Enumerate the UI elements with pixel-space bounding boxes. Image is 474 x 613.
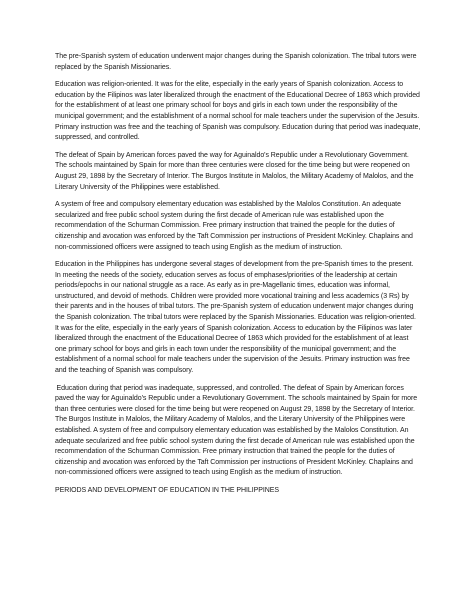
paragraph-religion-oriented: Education was religion-oriented. It was for the elite, especially in the early years of Spanish colonization. Access to education by the Filipinos was later liberalized through the enactment of the Educational Decree of 1863 which provided for the establishment of at least one primary school for boys and girls in each town under the responsibility of the municipal government; and the establishment of a normal school for male teachers under the supervision of the Jesuits. Primary instruction was free and the teaching of Spanish was compulsory. Education during that period was inadequate, suppressed, and controlled. bbox=[55, 81, 421, 142]
section-heading: PERIODS AND DEVELOPMENT OF EDUCATION IN THE PHILIPPINES bbox=[55, 486, 280, 494]
paragraph-free-compulsory: A system of free and compulsory elementary education was established by the Malolos Constitution. An adequate secularized and free public school system during the first decade of American rule was established upon the recommendation of the Schurman Commission. Free primary instruction that trained the people for the duties of citizenship and avocation was enforced by the Taft Commission per instructions of President McKinley. Chaplains and non-commissioned officers were assigned to teach using English as the medium of instruction. bbox=[55, 201, 413, 251]
paragraph-inadequate-period: Education during that period was inadequate, suppressed, and controlled. The defeat of Spain by American forces paved the way for Aguinaldo's Republic under a Revolutionary Government. The schools maintained by Spain for more than three centuries were closed for the time being but were reopened on August 29, 1898 by the Secretary of Interior. The Burgos Institute in Malolos, the Military Academy of Malolos, and the Literary University of the Philippines were established. A system of free and compulsory elementary education was established by the Malolos Constitution. An adequate secularized and free public school system during the first decade of American rule was established upon the recommendation of the Schurman Commission. Free primary instruction that trained the people for the duties of citizenship and avocation was enforced by the Taft Commission per instructions of President McKinley. Chaplains and non-commissioned officers were assigned to teach using English as the medium of instruction. bbox=[55, 384, 418, 477]
paragraph-spanish-intro: The pre-Spanish system of education underwent major changes during the Spanish colonization. The tribal tutors were replaced by the Spanish Missionaries. bbox=[55, 53, 417, 71]
paragraph-stages-of-development: Education in the Philippines has undergone several stages of development from the pre-Spanish times to the present. In meeting the needs of the society, education serves as focus of emphases/priorities of the leadership at certain periods/epochs in our national struggle as a race. As early as in pre-Magellanic times, education was informal, unstructured, and devoid of methods. Children were provided more vocational training and less academics (3 Rs) by their parents and in the houses of tribal tutors. The pre-Spanish system of education underwent major changes during the Spanish colonization. The tribal tutors were replaced by the Spanish Missionaries. Education was religion-oriented. It was for the elite, especially in the early years of Spanish colonization. Access to education by the Filipinos was later liberalized through the enactment of the Educational Decree of 1863 which provided for the establishment of at least one primary school for boys and girls in each town under the responsibility of the municipal government; and the establishment of a normal school for male teachers under the supervision of the Jesuits. Primary instruction was free and the teaching of Spanish was compulsory. bbox=[55, 261, 416, 375]
paragraph-defeat-of-spain: The defeat of Spain by American forces paved the way for Aguinaldo's Republic under a Revolutionary Government. The schools maintained by Spain for more than three centuries were closed for the time being but were reopened on August 29, 1898 by the Secretary of Interior. The Burgos Institute in Malolos, the Military Academy of Malolos, and the Literary University of the Philippines were established. bbox=[55, 151, 414, 191]
document-body bbox=[55, 52, 421, 497]
